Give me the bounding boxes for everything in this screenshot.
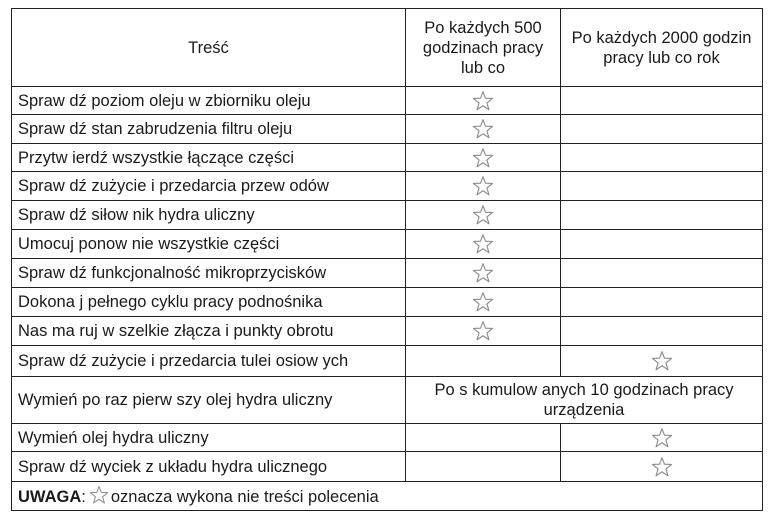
star-outline-icon bbox=[472, 204, 494, 226]
task-cell: Przytw ierdź wszystkie łączące części bbox=[12, 144, 406, 172]
header-task: Treść bbox=[12, 9, 406, 87]
task-cell: Dokona j pełnego cyklu pracy podnośnika bbox=[12, 288, 406, 317]
star-outline-icon bbox=[472, 147, 494, 169]
table-row bbox=[12, 288, 763, 317]
task-cell: Umocuj ponow nie wszystkie części bbox=[12, 230, 406, 259]
header-2000-hours: Po każdych 2000 godzin pracy lub co rok bbox=[561, 9, 763, 87]
mark-cell-500 bbox=[406, 452, 561, 482]
task-cell: Spraw dź zużycie i przedarcia przew odów bbox=[12, 172, 406, 201]
header-row bbox=[12, 9, 763, 87]
task-cell: Nas ma ruj w szelkie złącza i punkty obrotu bbox=[12, 317, 406, 346]
mark-cell-500 bbox=[406, 201, 561, 230]
mark-cell-2000 bbox=[561, 346, 763, 377]
mark-cell-500 bbox=[406, 115, 561, 144]
table-row bbox=[12, 424, 763, 452]
task-cell: Spraw dź poziom oleju w zbiorniku oleju bbox=[12, 87, 406, 115]
table-row bbox=[12, 172, 763, 201]
star-outline-icon bbox=[89, 485, 109, 505]
table-row bbox=[12, 144, 763, 172]
mark-cell-2000 bbox=[561, 424, 763, 452]
task-cell: Spraw dź funkcjonalność mikroprzycisków bbox=[12, 259, 406, 288]
table-row bbox=[12, 377, 763, 424]
note-row bbox=[12, 482, 763, 511]
mark-cell-500 bbox=[406, 144, 561, 172]
mark-cell-500 bbox=[406, 259, 561, 288]
table-row bbox=[12, 87, 763, 115]
table-row bbox=[12, 115, 763, 144]
mark-cell-500 bbox=[406, 87, 561, 115]
star-outline-icon bbox=[651, 456, 673, 478]
mark-cell-2000 bbox=[561, 87, 763, 115]
star-outline-icon bbox=[472, 262, 494, 284]
mark-cell-500 bbox=[406, 288, 561, 317]
task-cell: Spraw dź siłow nik hydra uliczny bbox=[12, 201, 406, 230]
mark-cell-500 bbox=[406, 172, 561, 201]
mark-cell-500 bbox=[406, 317, 561, 346]
task-cell: Spraw dź stan zabrudzenia filtru oleju bbox=[12, 115, 406, 144]
star-outline-icon bbox=[472, 90, 494, 112]
mark-cell-500 bbox=[406, 424, 561, 452]
task-cell: Wymień po raz pierw szy olej hydra uliczny bbox=[12, 377, 406, 424]
table-row bbox=[12, 259, 763, 288]
maintenance-schedule-table bbox=[11, 8, 763, 511]
note-label: UWAGA bbox=[18, 488, 82, 506]
header-500-hours: Po każdych 500 godzinach pracy lub co bbox=[406, 9, 561, 87]
star-outline-icon bbox=[472, 233, 494, 255]
table-row bbox=[12, 346, 763, 377]
task-cell: Spraw dź zużycie i przedarcia tulei osiow ych bbox=[12, 346, 406, 377]
star-outline-icon bbox=[472, 320, 494, 342]
star-outline-icon bbox=[472, 291, 494, 313]
mark-cell-2000 bbox=[561, 172, 763, 201]
task-cell: Spraw dź wyciek z układu hydra ulicznego bbox=[12, 452, 406, 482]
table-row bbox=[12, 452, 763, 482]
star-outline-icon bbox=[472, 118, 494, 140]
mark-cell-2000 bbox=[561, 115, 763, 144]
mark-cell-500 bbox=[406, 230, 561, 259]
table-row bbox=[12, 317, 763, 346]
mark-cell-2000 bbox=[561, 317, 763, 346]
note-text: oznacza wykona nie treści polecenia bbox=[110, 488, 379, 506]
star-outline-icon bbox=[651, 427, 673, 449]
table-row bbox=[12, 201, 763, 230]
task-cell: Wymień olej hydra uliczny bbox=[12, 424, 406, 452]
mark-cell-2000 bbox=[561, 201, 763, 230]
mark-cell-2000 bbox=[561, 144, 763, 172]
note-cell bbox=[12, 482, 763, 511]
note-colon: : bbox=[81, 488, 86, 506]
mark-cell-2000 bbox=[561, 230, 763, 259]
mark-cell-500 bbox=[406, 346, 561, 377]
star-outline-icon bbox=[651, 350, 673, 372]
span-interval-cell: Po s kumulow anych 10 godzinach pracy urządzenia bbox=[406, 377, 763, 424]
star-outline-icon bbox=[472, 175, 494, 197]
mark-cell-2000 bbox=[561, 259, 763, 288]
table-row bbox=[12, 230, 763, 259]
mark-cell-2000 bbox=[561, 288, 763, 317]
mark-cell-2000 bbox=[561, 452, 763, 482]
